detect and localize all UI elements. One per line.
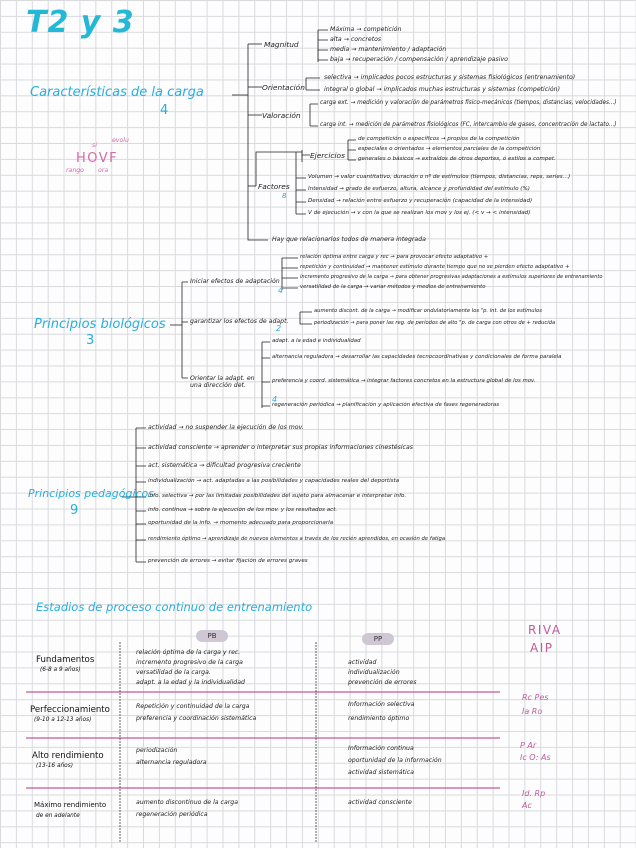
b2-count: 2 [276,324,282,333]
side-note: Id. Rp [522,789,546,798]
factores-label: Factores [258,182,290,191]
ejercicios-item: de competición o específicos → propios de la competición [358,136,520,142]
col-pp-badge: PP [362,633,394,645]
section4-label: Estadios de proceso continuo de entrenamiento [36,600,313,614]
section1-count: 4 [160,103,169,118]
magnitud-item: Máxima → competición [330,26,402,33]
mnemonic-ora: ora [98,167,109,174]
pedagogico-item: prevención de errores → evitar fijación de errores graves [148,558,308,564]
row-title: Máximo rendimiento [34,801,107,809]
row-pb: adapt. a la edad y la individualidad [136,679,245,686]
row-pb: regeneración periódica [136,811,208,818]
b2-item: aumento discont. de la carga → modificar ondulatoriamente los "p. int. de los estímulos [314,308,542,314]
factores-item: Volumen → valor cuantitativo, duración o nº de estímulos (tiempos, distancias, reps, series...) [308,174,571,180]
row-title: Perfeccionamiento [30,705,110,715]
pedagogico-item: act. sistemática → dificultad progresiva creciente [148,462,301,469]
section2-count: 3 [86,333,95,348]
side-note: Ac [522,801,532,810]
side-note: P Ar [520,741,537,750]
magnitud-item: media → mantenimiento / adaptación [330,46,447,53]
row-title: Alto rendimiento [32,751,104,761]
orientacion-item: selectiva → implicados pocos estructuras y sistemas fisiológicos (entrenamiento) [324,74,576,81]
b3-item: preferencia y coord. sistemática → integrar factores concretos en la estructura global de los mov. [272,378,536,384]
side-note: Ia Ro [522,707,543,716]
row-title: Fundamentos [36,655,95,665]
row-pb: alternancia reguladora [136,759,207,766]
ejercicios-label: Ejercicios [310,151,345,160]
section3-count: 9 [70,503,79,518]
pedagogico-item: rendimiento óptimo → aprendizaje de nuevos elementos a través de los recién aprendidos, en ocasión de fatiga [148,536,446,542]
row-pp: Información selectiva [348,701,415,708]
b3-label: Orientar la adapt. en una dirección det. [190,375,255,390]
row-pb: aumento discontinuo de la carga [136,799,239,806]
section1-label: Características de la carga [30,85,204,100]
side-note: Rc Pes [522,693,549,702]
b1-item: repetición y continuidad → mantener estímulo durante tiempo que no se pierden efecto adaptativo + [300,264,570,270]
row-sub: (6-8 a 9 años) [40,667,81,673]
b1-count: 4 [278,286,284,295]
b2-label: garantizar los efectos de adapt. [190,318,289,325]
row-pb: periodización [136,747,178,754]
pedagogico-item: info. selectiva → por las limitadas posibilidades del sujeto para almacenar e interpretar info. [148,493,407,499]
row-pb: incremento progresivo de la carga [136,659,243,666]
b1-item: incremento progresivo de la carga → para obtener progresivas adaptaciones a estímulos superiores de entrenamiento [300,274,603,280]
pedagogico-item: oportunidad de la info. → momento adecuado para proporcionarla [148,520,334,526]
side-note: RIVA [528,623,562,637]
row-pp: individualización [348,669,400,676]
factores-item: Densidad → relación entre esfuerzo y recuperación (capacidad de la intensidad) [308,198,533,204]
orientacion-item: integral o global → implicados muchas estructuras y sistemas (competición) [324,86,561,93]
b2-item: periodización → para poner las reg. de períodos de alto "p. de carga con otros de + reducida [314,320,556,326]
valoracion-item: carga ext. → medición y valoración de parámetros físico-mecánicos (tiempos, distancias, velocidades...) [320,100,617,106]
pedagogico-item: info. continua → sobre la ejecución de los mov. y los resultados act. [148,507,338,513]
pedagogico-item: actividad → no suspender la ejecución de los mov. [148,424,304,431]
col-pb-badge: PB [196,630,228,642]
side-note: AIP [530,641,554,655]
b1-label: Iniciar efectos de adaptación [190,278,280,285]
row-sub: (13-16 años) [36,763,74,769]
b3-item: adapt. a la edad e individualidad [272,338,361,344]
row-pp: actividad sistemática [348,769,414,776]
row-sub: (9-10 a 12-13 años) [34,717,92,723]
row-pb: relación óptima de la carga y rec. [136,649,241,656]
row-pp: actividad [348,659,377,666]
mnemonic-rango: rango [66,167,84,174]
side-note: Ic O: As [520,753,551,762]
magnitud-item: alta → concretos [330,36,382,43]
row-pp: rendimiento óptimo [348,715,410,722]
row-pb: versatilidad de la carga. [136,669,211,676]
valoracion-item: carga int. → medición de parámetros fisiológicos (FC, intercambio de gases, concentración de lactato...) [320,122,617,128]
section3-label: Principios pedagógicos [28,487,155,500]
ejercicios-item: especiales o orientados → elementos parciales de la competición [358,146,541,152]
valoracion-label: Valoración [262,111,301,120]
row-pp: oportunidad de la información [348,757,442,764]
ejercicios-item: generales o básicos → extraídos de otros deportes, ó estilos a compet. [358,156,556,162]
mnemonic-si: si [92,142,97,149]
factores-count: 8 [282,192,287,200]
orientacion-label: Orientación [262,83,305,92]
row-pp: actividad consciente [348,799,412,806]
magnitud-item: baja → recuperación / compensación / aprendizaje pasivo [330,56,508,63]
magnitud-label: Magnitud [264,40,299,49]
row-pb: Repetición y continuidad de la carga [136,703,250,710]
page-title: T2 y 3 [26,5,135,40]
section1-note: Hay que relacionarlos todos de manera integrada [272,236,426,243]
b3-item: alternancia reguladora → desarrollar las capacidades tecnocoordinativas y condicionales de forma paralela [272,354,562,360]
section2-label: Principios biológicos [34,317,166,332]
b1-item: relación óptima entre carga y rec → para provocar efecto adaptativo + [300,254,489,260]
factores-item: V de ejecución → v con la que se realizan los mov y los ej. (< v → < intensidad) [308,210,531,216]
b3-item: regeneración periódica → planificación y aplicación efectiva de fases regeneradoras [272,402,500,408]
mnemonic-evolu: evolu [112,137,129,144]
row-pp: prevención de errores [348,679,417,686]
row-pp: Información continua [348,745,414,752]
b3-count: 4 [272,395,278,404]
pedagogico-item: actividad consciente → aprender o interpretar sus propias informaciones cinestésicas [148,444,413,451]
pedagogico-item: individualización → act. adaptadas a las posibilidades y capacidades reales del deportista [148,478,400,484]
b1-item: versatilidad de la carga → variar métodos y medios de entrenamiento [300,284,486,290]
row-sub: de en adelante [36,813,80,819]
row-pb: preferencia y coordinación sistemática [136,715,257,722]
mnemonic-word: HOVF [76,151,119,166]
factores-item: Intensidad → grado de esfuerzo, altura, alcance y profundidad del estímulo (%) [308,186,530,192]
